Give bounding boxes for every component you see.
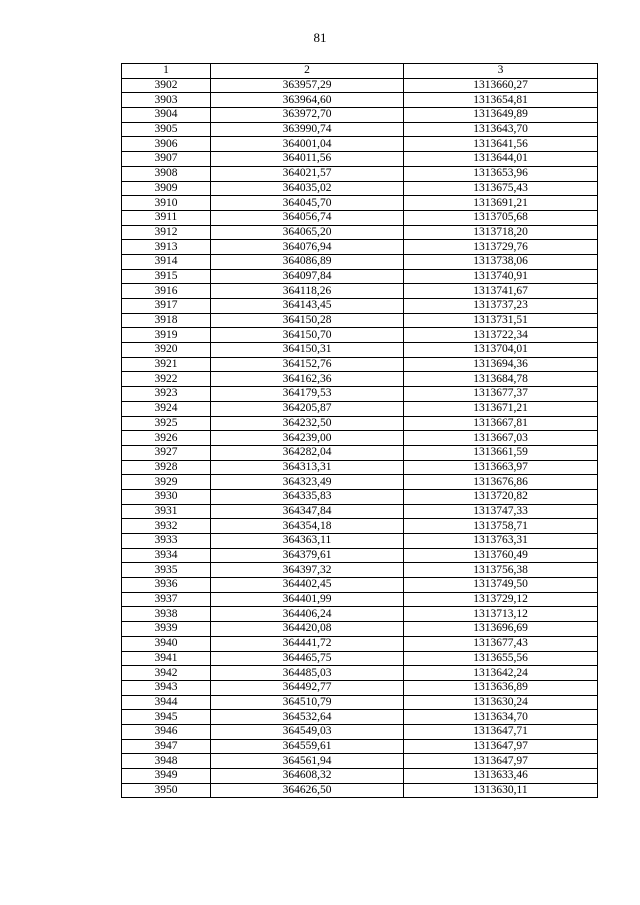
x-coordinate-cell: 364097,84 <box>211 269 404 284</box>
y-coordinate-cell: 1313705,68 <box>404 210 598 225</box>
y-coordinate-cell: 1313722,34 <box>404 328 598 343</box>
point-number-cell: 3947 <box>122 739 211 754</box>
x-coordinate-cell: 364510,79 <box>211 695 404 710</box>
table-row <box>122 387 598 402</box>
point-number-cell: 3941 <box>122 651 211 666</box>
point-number-cell: 3920 <box>122 343 211 358</box>
x-coordinate-cell: 364239,00 <box>211 431 404 446</box>
y-coordinate-cell: 1313676,86 <box>404 475 598 490</box>
point-number-cell: 3929 <box>122 475 211 490</box>
x-coordinate-cell: 364485,03 <box>211 666 404 681</box>
page-number: 81 <box>313 30 327 45</box>
x-coordinate-cell: 364282,04 <box>211 445 404 460</box>
y-coordinate-cell: 1313633,46 <box>404 769 598 784</box>
point-number-cell: 3911 <box>122 210 211 225</box>
x-coordinate-cell: 364035,02 <box>211 181 404 196</box>
table-row <box>122 108 598 123</box>
table-row <box>122 754 598 769</box>
y-coordinate-cell: 1313677,37 <box>404 387 598 402</box>
x-coordinate-cell: 364492,77 <box>211 680 404 695</box>
x-coordinate-cell: 364420,08 <box>211 622 404 637</box>
point-number-cell: 3942 <box>122 666 211 681</box>
point-number-cell: 3907 <box>122 152 211 167</box>
table-row <box>122 636 598 651</box>
point-number-cell: 3925 <box>122 416 211 431</box>
x-coordinate-cell: 364011,56 <box>211 152 404 167</box>
y-coordinate-cell: 1313684,78 <box>404 372 598 387</box>
x-coordinate-cell: 364313,31 <box>211 460 404 475</box>
point-number-cell: 3918 <box>122 313 211 328</box>
table-row <box>122 196 598 211</box>
y-coordinate-cell: 1313655,56 <box>404 651 598 666</box>
x-coordinate-cell: 364397,32 <box>211 563 404 578</box>
y-coordinate-cell: 1313630,11 <box>404 783 598 798</box>
table-row <box>122 666 598 681</box>
x-coordinate-cell: 364402,45 <box>211 578 404 593</box>
table-row <box>122 710 598 725</box>
y-coordinate-cell: 1313763,31 <box>404 534 598 549</box>
y-coordinate-cell: 1313694,36 <box>404 357 598 372</box>
x-coordinate-cell: 364354,18 <box>211 519 404 534</box>
table-row <box>122 78 598 93</box>
point-number-cell: 3938 <box>122 607 211 622</box>
x-coordinate-cell: 364118,26 <box>211 284 404 299</box>
table-row <box>122 210 598 225</box>
x-coordinate-cell: 364465,75 <box>211 651 404 666</box>
coordinates-table <box>121 63 598 798</box>
y-coordinate-cell: 1313671,21 <box>404 401 598 416</box>
x-coordinate-cell: 364232,50 <box>211 416 404 431</box>
table-row <box>122 254 598 269</box>
point-number-cell: 3936 <box>122 578 211 593</box>
x-coordinate-cell: 364608,32 <box>211 769 404 784</box>
point-number-cell: 3937 <box>122 592 211 607</box>
table-row <box>122 460 598 475</box>
point-number-cell: 3933 <box>122 534 211 549</box>
y-coordinate-cell: 1313647,97 <box>404 739 598 754</box>
point-number-cell: 3927 <box>122 445 211 460</box>
y-coordinate-cell: 1313741,67 <box>404 284 598 299</box>
x-coordinate-cell: 364056,74 <box>211 210 404 225</box>
point-number-cell: 3950 <box>122 783 211 798</box>
y-coordinate-cell: 1313660,27 <box>404 78 598 93</box>
point-number-cell: 3928 <box>122 460 211 475</box>
table-row <box>122 769 598 784</box>
point-number-cell: 3910 <box>122 196 211 211</box>
x-coordinate-cell: 364441,72 <box>211 636 404 651</box>
point-number-cell: 3908 <box>122 166 211 181</box>
point-number-cell: 3946 <box>122 724 211 739</box>
point-number-cell: 3948 <box>122 754 211 769</box>
table-row <box>122 475 598 490</box>
x-coordinate-cell: 364335,83 <box>211 489 404 504</box>
x-coordinate-cell: 364152,76 <box>211 357 404 372</box>
y-coordinate-cell: 1313654,81 <box>404 93 598 108</box>
y-coordinate-cell: 1313731,51 <box>404 313 598 328</box>
y-coordinate-cell: 1313649,89 <box>404 108 598 123</box>
point-number-cell: 3919 <box>122 328 211 343</box>
point-number-cell: 3916 <box>122 284 211 299</box>
table-row <box>122 607 598 622</box>
y-coordinate-cell: 1313713,12 <box>404 607 598 622</box>
column-header-2: 2 <box>211 64 404 79</box>
x-coordinate-cell: 364150,70 <box>211 328 404 343</box>
table-row <box>122 651 598 666</box>
y-coordinate-cell: 1313718,20 <box>404 225 598 240</box>
y-coordinate-cell: 1313642,24 <box>404 666 598 681</box>
point-number-cell: 3934 <box>122 548 211 563</box>
table-row <box>122 563 598 578</box>
x-coordinate-cell: 363957,29 <box>211 78 404 93</box>
point-number-cell: 3940 <box>122 636 211 651</box>
table-row <box>122 240 598 255</box>
table-row <box>122 357 598 372</box>
table-row <box>122 445 598 460</box>
x-coordinate-cell: 364401,99 <box>211 592 404 607</box>
y-coordinate-cell: 1313758,71 <box>404 519 598 534</box>
y-coordinate-cell: 1313756,38 <box>404 563 598 578</box>
table-row <box>122 93 598 108</box>
point-number-cell: 3932 <box>122 519 211 534</box>
point-number-cell: 3904 <box>122 108 211 123</box>
x-coordinate-cell: 364076,94 <box>211 240 404 255</box>
y-coordinate-cell: 1313667,03 <box>404 431 598 446</box>
x-coordinate-cell: 364347,84 <box>211 504 404 519</box>
x-coordinate-cell: 364086,89 <box>211 254 404 269</box>
y-coordinate-cell: 1313630,24 <box>404 695 598 710</box>
x-coordinate-cell: 363972,70 <box>211 108 404 123</box>
table-row <box>122 548 598 563</box>
y-coordinate-cell: 1313667,81 <box>404 416 598 431</box>
point-number-cell: 3924 <box>122 401 211 416</box>
point-number-cell: 3923 <box>122 387 211 402</box>
y-coordinate-cell: 1313653,96 <box>404 166 598 181</box>
y-coordinate-cell: 1313749,50 <box>404 578 598 593</box>
table-row <box>122 519 598 534</box>
y-coordinate-cell: 1313636,89 <box>404 680 598 695</box>
point-number-cell: 3930 <box>122 489 211 504</box>
x-coordinate-cell: 364162,36 <box>211 372 404 387</box>
y-coordinate-cell: 1313696,69 <box>404 622 598 637</box>
table-row <box>122 739 598 754</box>
table-row <box>122 622 598 637</box>
point-number-cell: 3943 <box>122 680 211 695</box>
table-row <box>122 166 598 181</box>
y-coordinate-cell: 1313747,33 <box>404 504 598 519</box>
table-row <box>122 313 598 328</box>
table-row <box>122 328 598 343</box>
table-row <box>122 343 598 358</box>
table-row <box>122 401 598 416</box>
point-number-cell: 3945 <box>122 710 211 725</box>
x-coordinate-cell: 364150,28 <box>211 313 404 328</box>
point-number-cell: 3939 <box>122 622 211 637</box>
column-header-3: 3 <box>404 64 598 79</box>
column-header-1: 1 <box>122 64 211 79</box>
x-coordinate-cell: 364379,61 <box>211 548 404 563</box>
x-coordinate-cell: 364150,31 <box>211 343 404 358</box>
point-number-cell: 3926 <box>122 431 211 446</box>
y-coordinate-cell: 1313677,43 <box>404 636 598 651</box>
table-row <box>122 181 598 196</box>
x-coordinate-cell: 363964,60 <box>211 93 404 108</box>
table-header-row <box>122 64 598 79</box>
table-row <box>122 137 598 152</box>
y-coordinate-cell: 1313661,59 <box>404 445 598 460</box>
y-coordinate-cell: 1313634,70 <box>404 710 598 725</box>
point-number-cell: 3914 <box>122 254 211 269</box>
table-row <box>122 299 598 314</box>
table-row <box>122 783 598 798</box>
y-coordinate-cell: 1313675,43 <box>404 181 598 196</box>
table-row <box>122 416 598 431</box>
table-row <box>122 680 598 695</box>
table-row <box>122 152 598 167</box>
point-number-cell: 3917 <box>122 299 211 314</box>
table-row <box>122 284 598 299</box>
point-number-cell: 3909 <box>122 181 211 196</box>
y-coordinate-cell: 1313663,97 <box>404 460 598 475</box>
table-body <box>122 78 598 798</box>
table-row <box>122 225 598 240</box>
y-coordinate-cell: 1313647,97 <box>404 754 598 769</box>
y-coordinate-cell: 1313740,91 <box>404 269 598 284</box>
y-coordinate-cell: 1313737,23 <box>404 299 598 314</box>
x-coordinate-cell: 364045,70 <box>211 196 404 211</box>
point-number-cell: 3931 <box>122 504 211 519</box>
point-number-cell: 3902 <box>122 78 211 93</box>
table-row <box>122 122 598 137</box>
x-coordinate-cell: 364559,61 <box>211 739 404 754</box>
x-coordinate-cell: 364021,57 <box>211 166 404 181</box>
x-coordinate-cell: 364179,53 <box>211 387 404 402</box>
x-coordinate-cell: 364363,11 <box>211 534 404 549</box>
y-coordinate-cell: 1313729,12 <box>404 592 598 607</box>
x-coordinate-cell: 364001,04 <box>211 137 404 152</box>
x-coordinate-cell: 364561,94 <box>211 754 404 769</box>
table-row <box>122 504 598 519</box>
point-number-cell: 3905 <box>122 122 211 137</box>
table-row <box>122 534 598 549</box>
x-coordinate-cell: 364532,64 <box>211 710 404 725</box>
point-number-cell: 3906 <box>122 137 211 152</box>
y-coordinate-cell: 1313729,76 <box>404 240 598 255</box>
table-row <box>122 372 598 387</box>
table-row <box>122 592 598 607</box>
point-number-cell: 3903 <box>122 93 211 108</box>
point-number-cell: 3944 <box>122 695 211 710</box>
y-coordinate-cell: 1313641,56 <box>404 137 598 152</box>
y-coordinate-cell: 1313644,01 <box>404 152 598 167</box>
point-number-cell: 3949 <box>122 769 211 784</box>
point-number-cell: 3912 <box>122 225 211 240</box>
x-coordinate-cell: 364406,24 <box>211 607 404 622</box>
table-row <box>122 489 598 504</box>
table-row <box>122 724 598 739</box>
x-coordinate-cell: 364626,50 <box>211 783 404 798</box>
point-number-cell: 3922 <box>122 372 211 387</box>
point-number-cell: 3913 <box>122 240 211 255</box>
x-coordinate-cell: 364549,03 <box>211 724 404 739</box>
point-number-cell: 3921 <box>122 357 211 372</box>
x-coordinate-cell: 364065,20 <box>211 225 404 240</box>
table-row <box>122 269 598 284</box>
y-coordinate-cell: 1313691,21 <box>404 196 598 211</box>
y-coordinate-cell: 1313647,71 <box>404 724 598 739</box>
x-coordinate-cell: 363990,74 <box>211 122 404 137</box>
y-coordinate-cell: 1313720,82 <box>404 489 598 504</box>
table-row <box>122 578 598 593</box>
y-coordinate-cell: 1313643,70 <box>404 122 598 137</box>
x-coordinate-cell: 364205,87 <box>211 401 404 416</box>
y-coordinate-cell: 1313704,01 <box>404 343 598 358</box>
table-row <box>122 431 598 446</box>
y-coordinate-cell: 1313738,06 <box>404 254 598 269</box>
x-coordinate-cell: 364143,45 <box>211 299 404 314</box>
point-number-cell: 3915 <box>122 269 211 284</box>
x-coordinate-cell: 364323,49 <box>211 475 404 490</box>
table-row <box>122 695 598 710</box>
y-coordinate-cell: 1313760,49 <box>404 548 598 563</box>
point-number-cell: 3935 <box>122 563 211 578</box>
